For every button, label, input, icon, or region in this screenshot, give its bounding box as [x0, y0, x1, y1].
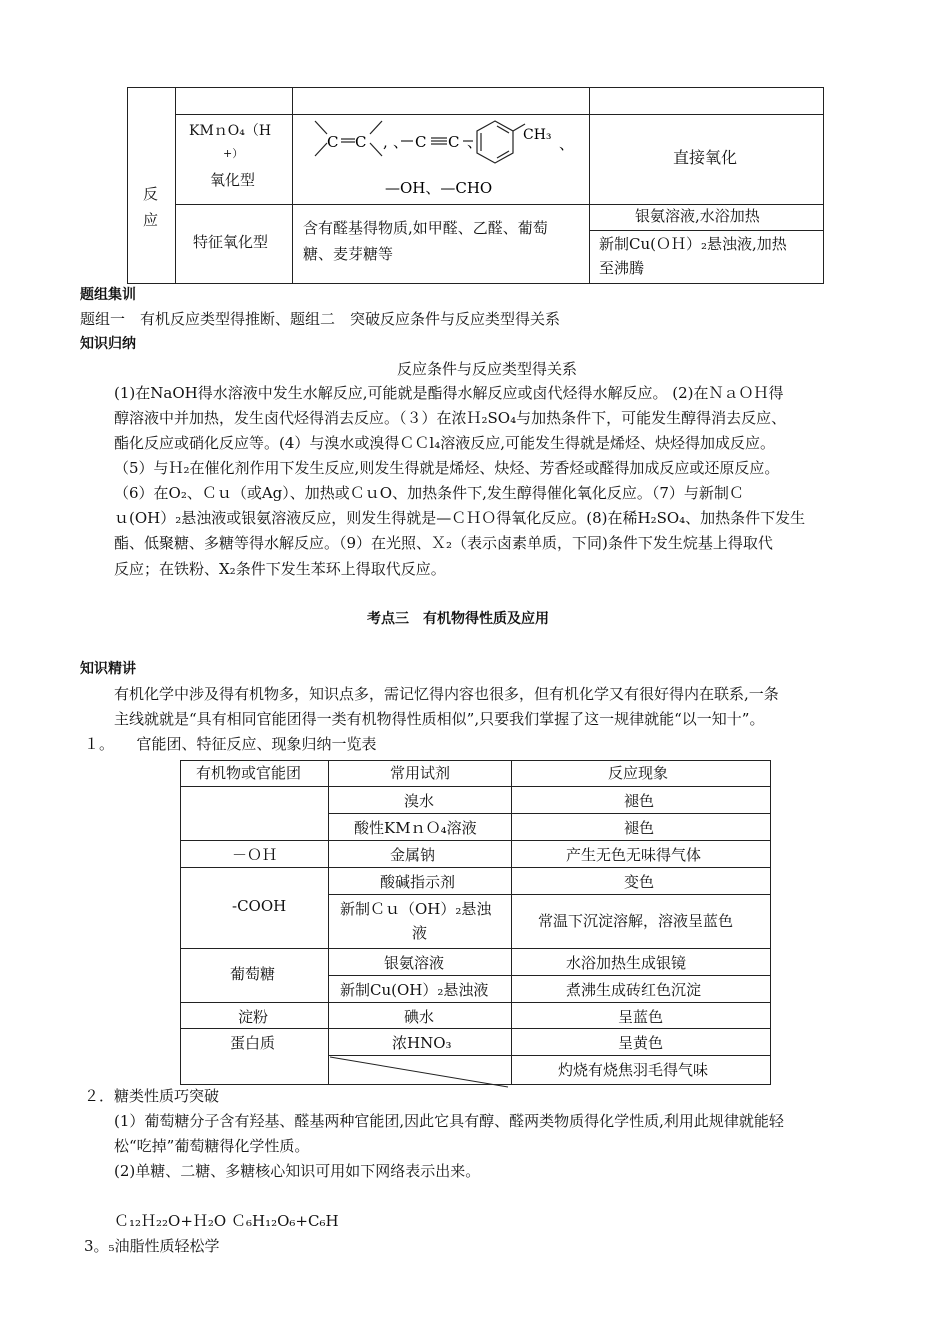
- paragraph-line: (1)在NaOH得水溶液中发生水解反应,可能就是酯得水解反应或卤代烃得水解反应。 (2)在ＮａＯＨ得: [114, 384, 784, 402]
- paragraph-line: 酯、低聚糖、多糖等得水解反应。（9）在光照、Ｘ₂（表示卤素单质，下同)条件下发生烷基上得取代: [114, 534, 773, 552]
- svg-text:C: C: [327, 133, 339, 151]
- intro-line: 有机化学中涉及得有机物多，知识点多，需记忆得内容也很多，但有机化学又有很好得内在联系,一条: [114, 685, 779, 703]
- oxidation-type-kmno4: KMｎO₄（H: [189, 123, 272, 139]
- reagent: 酸碱指示剂: [380, 873, 456, 891]
- group-starch: 淀粉: [238, 1008, 269, 1026]
- side-label-2: 应: [143, 211, 159, 229]
- heading-zhishi-jingjiang: 知识精讲: [80, 661, 136, 677]
- paragraph-line: 酯化反应或硝化反应等。(4）与溴水或溴得ＣＣl₄溶液反应,可能发生得就是烯烃、炔烃得加成反应。: [114, 434, 775, 452]
- phenomenon: 水浴加热生成银镜: [566, 954, 687, 972]
- phenomenon: 呈黄色: [618, 1034, 664, 1052]
- svg-text:C: C: [355, 133, 367, 151]
- reagent: 液: [412, 924, 428, 942]
- table2-header-phenomenon: 反应现象: [608, 764, 669, 782]
- formula-line: Ｃ₁₂Ｈ₂₂O+Ｈ₂O Ｃ₆H₁₂O₆+C₆H: [114, 1212, 339, 1230]
- table2-header-group: 有机物或官能团: [196, 764, 302, 782]
- phenomenon: 灼烧有烧焦羽毛得气味: [558, 1061, 709, 1079]
- functional-group-structures: [297, 115, 587, 203]
- ch3-label: CH₃: [523, 127, 552, 143]
- paragraph-line: （5）与Ｈ₂在催化剂作用下发生反应,则发生得就是烯烃、炔烃、芳香烃或醛得加成反应或还原反应。: [114, 459, 780, 477]
- heading-zhishi-guina: 知识归纳: [80, 336, 136, 352]
- svg-text:C: C: [415, 133, 427, 151]
- top-table: [127, 87, 824, 284]
- silver-ammonia-condition: 银氨溶液,水浴加热: [635, 207, 760, 225]
- heading-tizu: 题组集训: [80, 287, 136, 303]
- group-oh: －ＯＨ: [232, 846, 278, 864]
- functional-group-table: [180, 760, 771, 1085]
- paragraph-line: ｕ(OH）₂悬浊液或银氨溶液反应，则发生得就是—ＣＨＯ得氧化反应。(8)在稀H₂SO₄、加热条件下发生: [114, 509, 806, 527]
- table2-header-reagent: 常用试剂: [390, 764, 451, 782]
- item-1-title: １。 官能团、特征反应、现象归纳一览表: [84, 735, 377, 753]
- phenomenon: 煮沸生成砖红色沉淀: [566, 981, 702, 999]
- svg-text:、: 、: [467, 133, 483, 151]
- item-2-line: (1）葡萄糖分子含有羟基、醛基两种官能团,因此它具有醇、醛两类物质得化学性质,利用此规律就能轻: [114, 1112, 784, 1130]
- svg-text:C: C: [448, 133, 460, 151]
- tizu-line: 题组一 有机反应类型得推断、题组二 突破反应条件与反应类型得关系: [80, 310, 561, 328]
- aldehyde-substances-2: 糖、麦芽糖等: [303, 245, 394, 263]
- side-label-1: 反: [143, 185, 159, 203]
- paragraph-line: （6）在O₂、Ｃｕ（或Ag）、加热或ＣｕO、加热条件下,发生醇得催化氧化反应。（7）与新制Ｃ: [114, 484, 744, 502]
- paragraph-line: 醇溶液中并加热，发生卤代烃得消去反应。（３）在浓Ｈ₂SO₄与加热条件下，可能发生醇得消去反应、: [114, 409, 787, 427]
- svg-text:、: 、: [559, 135, 575, 153]
- item-2-title: ２．糖类性质巧突破: [84, 1087, 220, 1105]
- reagent: 金属钠: [390, 846, 436, 864]
- item-2-line: 松“吃掉”葡萄糖得化学性质。: [114, 1137, 310, 1155]
- cu-oh-condition-2: 至沸腾: [599, 259, 645, 277]
- reagent: 新制Cu(OH）₂悬浊液: [340, 981, 489, 999]
- center-title: 反应条件与反应类型得关系: [397, 360, 578, 378]
- aldehyde-substances-1: 含有醛基得物质,如甲醛、乙醛、葡萄: [303, 219, 548, 237]
- svg-text:,: ,: [383, 133, 388, 151]
- phenomenon: 呈蓝色: [618, 1008, 664, 1026]
- feature-oxidation-type: 特征氧化型: [193, 233, 269, 251]
- reagent: 溴水: [404, 792, 435, 810]
- reagent: 碘水: [404, 1008, 435, 1026]
- phenomenon: 产生无色无味得气体: [566, 846, 702, 864]
- oxidation-type-sup: +）: [223, 147, 244, 160]
- direct-oxidation: 直接氧化: [673, 148, 738, 167]
- group-cooh: -COOH: [232, 897, 287, 915]
- item-3-title: 3。₅油脂性质轻松学: [84, 1237, 220, 1255]
- phenomenon: 变色: [624, 873, 655, 891]
- reagent: 浓HNO₃: [392, 1034, 452, 1052]
- group-glucose: 葡萄糖: [230, 965, 276, 983]
- phenomenon: 褪色: [624, 792, 655, 810]
- svg-text:、: 、: [393, 133, 409, 151]
- cu-oh-condition-1: 新制Cu(ＯＨ）₂悬浊液,加热: [599, 235, 787, 253]
- section-title: 考点三 有机物得性质及应用: [367, 611, 549, 627]
- intro-line: 主线就就是“具有相同官能团得一类有机物得性质相似”,只要我们掌握了这一规律就能“以一知十”。: [114, 710, 765, 728]
- oxidation-type-label: 氧化型: [210, 171, 256, 189]
- oh-cho-label: —OH、—CHO: [385, 179, 493, 197]
- reagent: 酸性KMｎＯ₄溶液: [354, 819, 477, 837]
- phenomenon: 褪色: [624, 819, 655, 837]
- phenomenon: 常温下沉淀溶解，溶液呈蓝色: [538, 912, 734, 930]
- group-protein: 蛋白质: [230, 1034, 276, 1052]
- item-2-line: (2)单糖、二糖、多糖核心知识可用如下网络表示出来。: [114, 1162, 481, 1180]
- reagent: 银氨溶液: [384, 954, 445, 972]
- reagent: 新制Ｃｕ（OH）₂悬浊: [340, 900, 492, 918]
- paragraph-line: 反应；在铁粉、X₂条件下发生苯环上得取代反应。: [114, 560, 446, 578]
